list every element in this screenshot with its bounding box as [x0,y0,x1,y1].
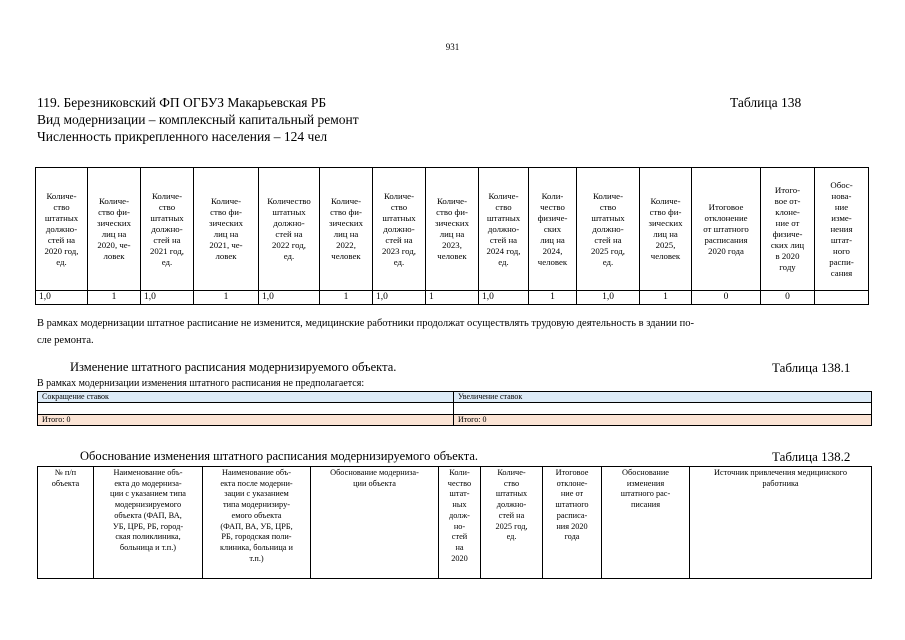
staff-table-header: Количе- ство фи- зических лиц на 2022, человек [320,168,373,291]
staff-table-header: Количе- ство штатных должно- стей на 2025 год, ед. [577,168,640,291]
table-cell: 1,0 [577,291,640,305]
table-cell: 1 [640,291,692,305]
staff-table-header: Количе- ство фи- зических лиц на 2020, че- ловек [88,168,141,291]
justification-table-header: Обоснование изменения штатного рас- писания [602,467,690,579]
justification-table-header: Наименование объ- екта до модерниза- ции с указанием типа модернизируемого объекта (ФАП, ВА, УБ, ЦРБ, РБ, город- ская поликлиника, больница и т.п.) [94,467,203,579]
table-cell: 1 [88,291,141,305]
page-number: 931 [445,42,460,52]
increase-header: Увеличение ставок [454,392,872,403]
staff-table-header: Количе- ство штатных должно- стей на 2021 год, ед. [141,168,194,291]
table-138-label: Таблица 138 [730,95,802,110]
justification-table-header: № п/п объекта [38,467,94,579]
staff-change-title: Изменение штатного расписания модернизируемого объекта. [70,360,397,374]
table-cell: 1,0 [479,291,529,305]
staff-table-header: Обос- нова- ние изме- нения штат- ного распи- сания [815,168,869,291]
justification-table [37,466,872,579]
table-cell: 0 [692,291,761,305]
justification-table-header: Количе- ство штатных должно- стей на 2025 год, ед. [481,467,543,579]
table-cell [815,291,869,305]
table-cell: 1 [529,291,577,305]
staff-table-header: Коли- чество физиче- ских лиц на 2024, человек [529,168,577,291]
table-cell: 1,0 [259,291,320,305]
staff-table-header: Итоговое отклонение от штатного расписания 2020 года [692,168,761,291]
modernization-note-continued: сле ремонта. [37,335,94,346]
reduction-header: Сокращение ставок [38,392,454,403]
reduction-total: Итого: 0 [38,415,454,426]
staff-table-header: Количе- ство штатных должно- стей на 2024 год, ед. [479,168,529,291]
table-cell: 1,0 [141,291,194,305]
staff-table-header: Итого- вое от- клоне- ние от физиче- ских лиц в 2020 году [761,168,815,291]
staff-table-header: Количе- ство фи- зических лиц на 2023, человек [426,168,479,291]
population: Численность прикрепленного населения – 124 чел [37,129,328,144]
table-138-2-label: Таблица 138.2 [772,449,851,464]
staff-change-table [37,391,872,426]
modernization-type: Вид модернизации – комплексный капитальный ремонт [37,112,359,127]
staff-table-header: Количество штатных должно- стей на 2022 год, ед. [259,168,320,291]
justification-table-header: Обоснование модерниза- ции объекта [311,467,439,579]
staff-table-header: Количе- ство фи- зических лиц на 2025, человек [640,168,692,291]
staff-table-header: Количе- ство фи- зических лиц на 2021, че- ловек [194,168,259,291]
justification-table-header: Источник привлечения медицинского работника [690,467,872,579]
justification-table-header: Итоговое отклоне- ние от штатного расписа- ния 2020 года [543,467,602,579]
increase-total: Итого: 0 [454,415,872,426]
table-cell: 1,0 [36,291,88,305]
table-138-1-label: Таблица 138.1 [772,360,851,375]
object-title: 119. Березниковский ФП ОГБУЗ Макарьевская РБ [37,95,327,110]
staff-table-header: Количе- ство штатных должно- стей на 2023 год, ед. [373,168,426,291]
staff-change-subtitle: В рамках модернизации изменения штатного расписания не предполагается: [37,378,365,389]
justification-title: Обоснование изменения штатного расписания модернизируемого объекта. [80,449,478,463]
staff-table-header: Количе- ство штатных должно- стей на 2020 год, ед. [36,168,88,291]
justification-table-header: Наименование объ- екта после модерни- зации с указанием типа модернизиру- емого объекта (ФАП, ВА, УБ, ЦРБ, РБ, городская поли- клиника, больница и т.п.) [203,467,311,579]
table-cell: 1 [320,291,373,305]
table-cell: 0 [761,291,815,305]
table-cell [454,403,872,415]
modernization-note: В рамках модернизации штатное расписание не изменится, медицинские работники продолжат осуществлять трудовую деятельность в здании по- [37,318,695,329]
table-cell: 1 [194,291,259,305]
table-cell [38,403,454,415]
table-row [36,291,869,305]
justification-table-header: Коли- чество штат- ных долж- но- стей на 2020 [439,467,481,579]
table-cell: 1 [426,291,479,305]
table-cell: 1,0 [373,291,426,305]
staff-table [35,167,869,305]
